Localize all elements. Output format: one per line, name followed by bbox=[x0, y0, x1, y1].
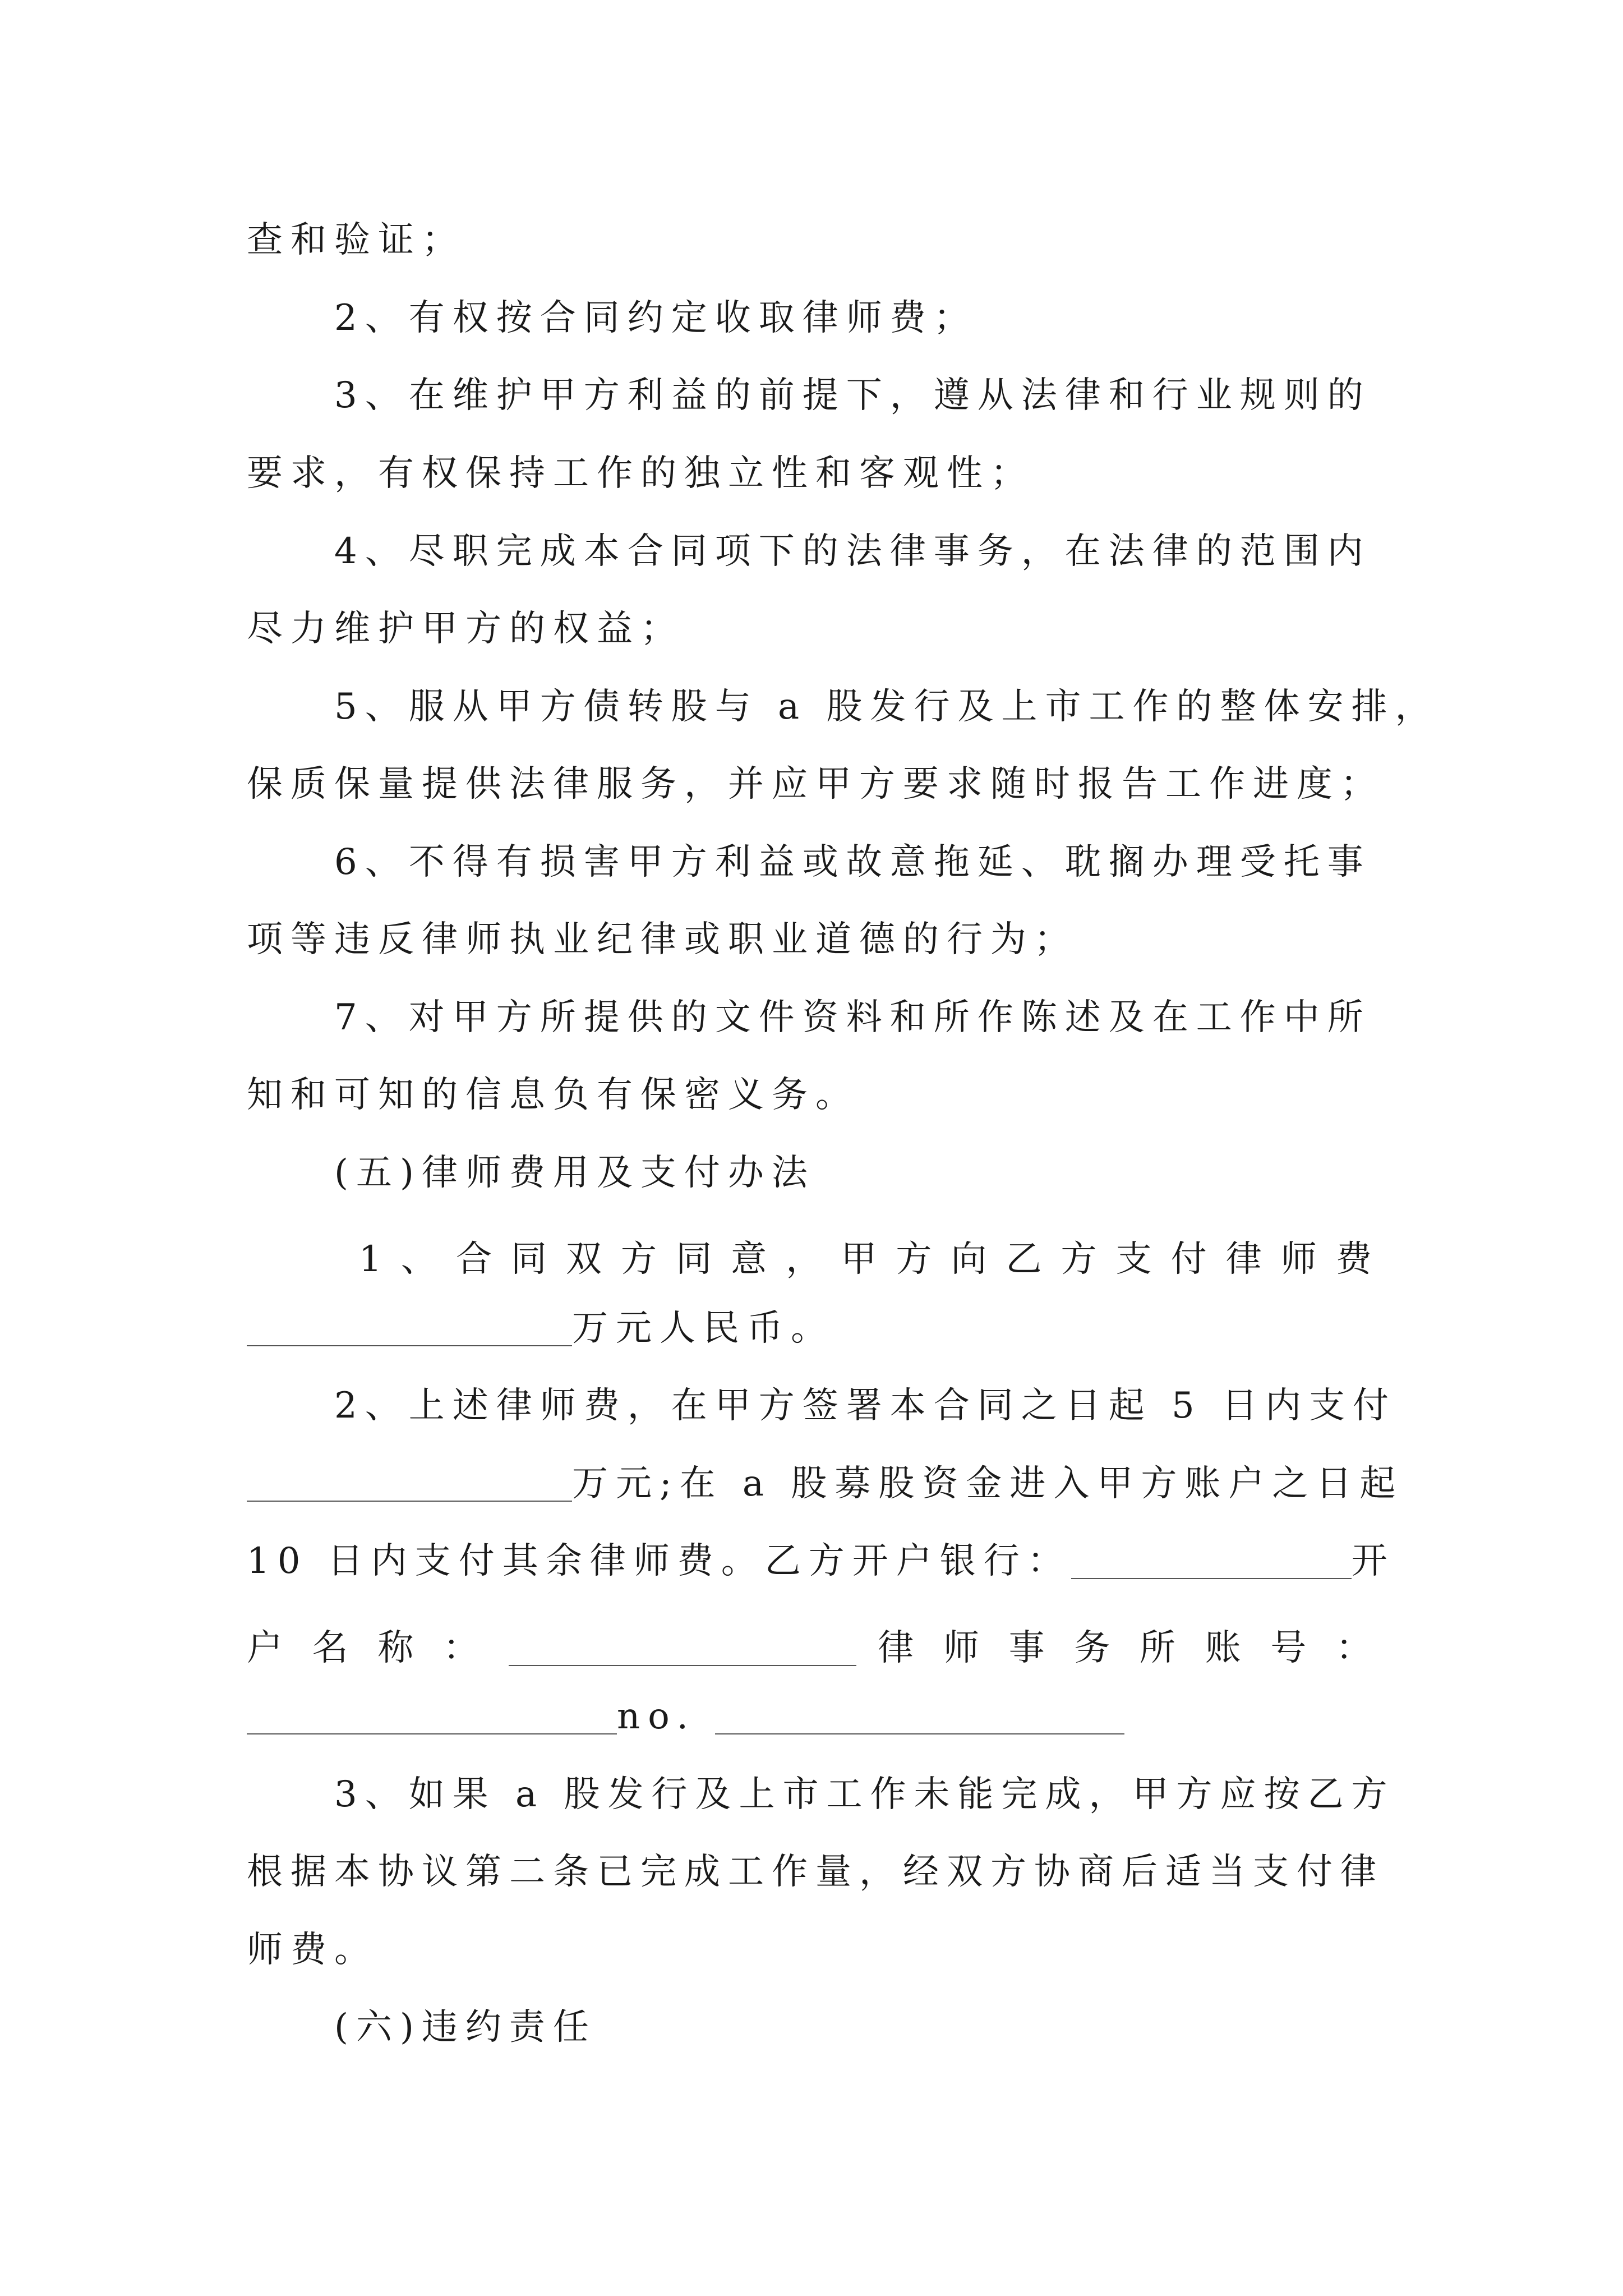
bank-line bbox=[247, 1540, 1395, 1588]
clause-2: 2、有权按合同约定收取律师费； bbox=[334, 297, 978, 339]
spaced-char: 方 bbox=[621, 1239, 665, 1280]
text-span: 万元;在 a 股募股资金进入甲方账户之日起 bbox=[572, 1463, 1404, 1504]
fee-amount-blank[interactable] bbox=[247, 1313, 572, 1346]
spaced-char: 支 bbox=[1115, 1239, 1160, 1280]
spaced-char: 师 bbox=[1280, 1239, 1325, 1280]
spaced-char: 同 bbox=[676, 1239, 720, 1280]
spaced-char: 、 bbox=[400, 1239, 445, 1280]
account-name-row bbox=[247, 1621, 1380, 1669]
spaced-char: 号 bbox=[1270, 1627, 1315, 1669]
text-line: 知和可知的信息负有保密义务。 bbox=[247, 1074, 859, 1116]
clause-payment-2: 2、上述律师费，在甲方签署本合同之日起 5 日内支付 bbox=[334, 1385, 1397, 1427]
text-span: 万元人民币。 bbox=[572, 1308, 834, 1349]
spaced-char: 称 bbox=[377, 1627, 422, 1669]
spaced-char: 费 bbox=[1335, 1239, 1380, 1280]
spaced-char: 律 bbox=[878, 1627, 922, 1669]
spaced-char: 务 bbox=[1074, 1627, 1118, 1669]
clause-3: 3、在维护甲方利益的前提下，遵从法律和行业规则的 bbox=[334, 375, 1371, 416]
text-line: 要求，有权保持工作的独立性和客观性； bbox=[247, 453, 1034, 494]
text-span: 10 日内支付其余律师费。乙方开户银行： bbox=[247, 1540, 1071, 1582]
text-line: 查和验证； bbox=[247, 219, 465, 261]
spaced-char: 双 bbox=[565, 1239, 610, 1280]
spaced-char: 方 bbox=[896, 1239, 940, 1280]
spaced-char: 账 bbox=[1205, 1627, 1249, 1669]
spaced-char: 所 bbox=[1139, 1627, 1183, 1669]
clause-5: 5、服从甲方债转股与 a 股发行及上市工作的整体安排， bbox=[334, 686, 1439, 728]
payment-amount-line bbox=[247, 1463, 1404, 1511]
fee-amount-line bbox=[247, 1310, 834, 1355]
clause-4: 4、尽职完成本合同项下的法律事务，在法律的范围内 bbox=[334, 531, 1371, 572]
text-line: 保质保量提供法律服务，并应甲方要求随时报告工作进度； bbox=[247, 763, 1384, 805]
fee-agreement-row bbox=[359, 1232, 1380, 1280]
spaced-char: 合 bbox=[455, 1239, 500, 1280]
text-line: 尽力维护甲方的权益； bbox=[247, 608, 684, 650]
text-line: 根据本协议第二条已完成工作量，经双方协商后适当支付律 bbox=[247, 1851, 1384, 1893]
spaced-char: 1 bbox=[359, 1239, 390, 1280]
spaced-char: ， bbox=[786, 1239, 830, 1280]
spaced-char: 律 bbox=[1225, 1239, 1270, 1280]
spaced-char: 付 bbox=[1170, 1239, 1215, 1280]
text-line: 师费。 bbox=[247, 1929, 378, 1971]
text-span: 开 bbox=[1351, 1540, 1395, 1582]
spaced-char: 向 bbox=[951, 1239, 995, 1280]
spaced-char: 甲 bbox=[841, 1239, 885, 1280]
spaced-char: ： bbox=[442, 1627, 487, 1669]
account-prefix-blank[interactable] bbox=[247, 1701, 617, 1734]
bank-name-blank[interactable] bbox=[1071, 1545, 1352, 1579]
account-name-blank[interactable] bbox=[509, 1632, 856, 1666]
account-no-label: no. bbox=[617, 1696, 696, 1737]
spaced-char: 方 bbox=[1061, 1239, 1105, 1280]
account-number-blank[interactable] bbox=[715, 1701, 1124, 1734]
spaced-char: 师 bbox=[943, 1627, 987, 1669]
text-line: 项等违反律师执业纪律或职业道德的行为； bbox=[247, 919, 1078, 960]
clause-6: 6、不得有损害甲方利益或故意拖延、耽搁办理受托事 bbox=[334, 841, 1371, 883]
spaced-char: 事 bbox=[1008, 1627, 1053, 1669]
spaced-char: 同 bbox=[510, 1239, 555, 1280]
account-number-line bbox=[247, 1696, 1124, 1743]
section-heading-liability: (六)违约责任 bbox=[334, 2007, 597, 2048]
spaced-char: ： bbox=[1335, 1627, 1380, 1669]
spaced-char: 户 bbox=[247, 1627, 291, 1669]
section-heading-fees: (五)律师费用及支付办法 bbox=[334, 1152, 815, 1194]
spaced-char: 意 bbox=[731, 1239, 775, 1280]
clause-7: 7、对甲方所提供的文件资料和所作陈述及在工作中所 bbox=[334, 997, 1371, 1038]
spaced-char: 乙 bbox=[1006, 1239, 1050, 1280]
payment-amount-blank[interactable] bbox=[247, 1468, 572, 1502]
spaced-char: 名 bbox=[312, 1627, 356, 1669]
clause-payment-3: 3、如果 a 股发行及上市工作未能完成，甲方应按乙方 bbox=[334, 1774, 1395, 1815]
